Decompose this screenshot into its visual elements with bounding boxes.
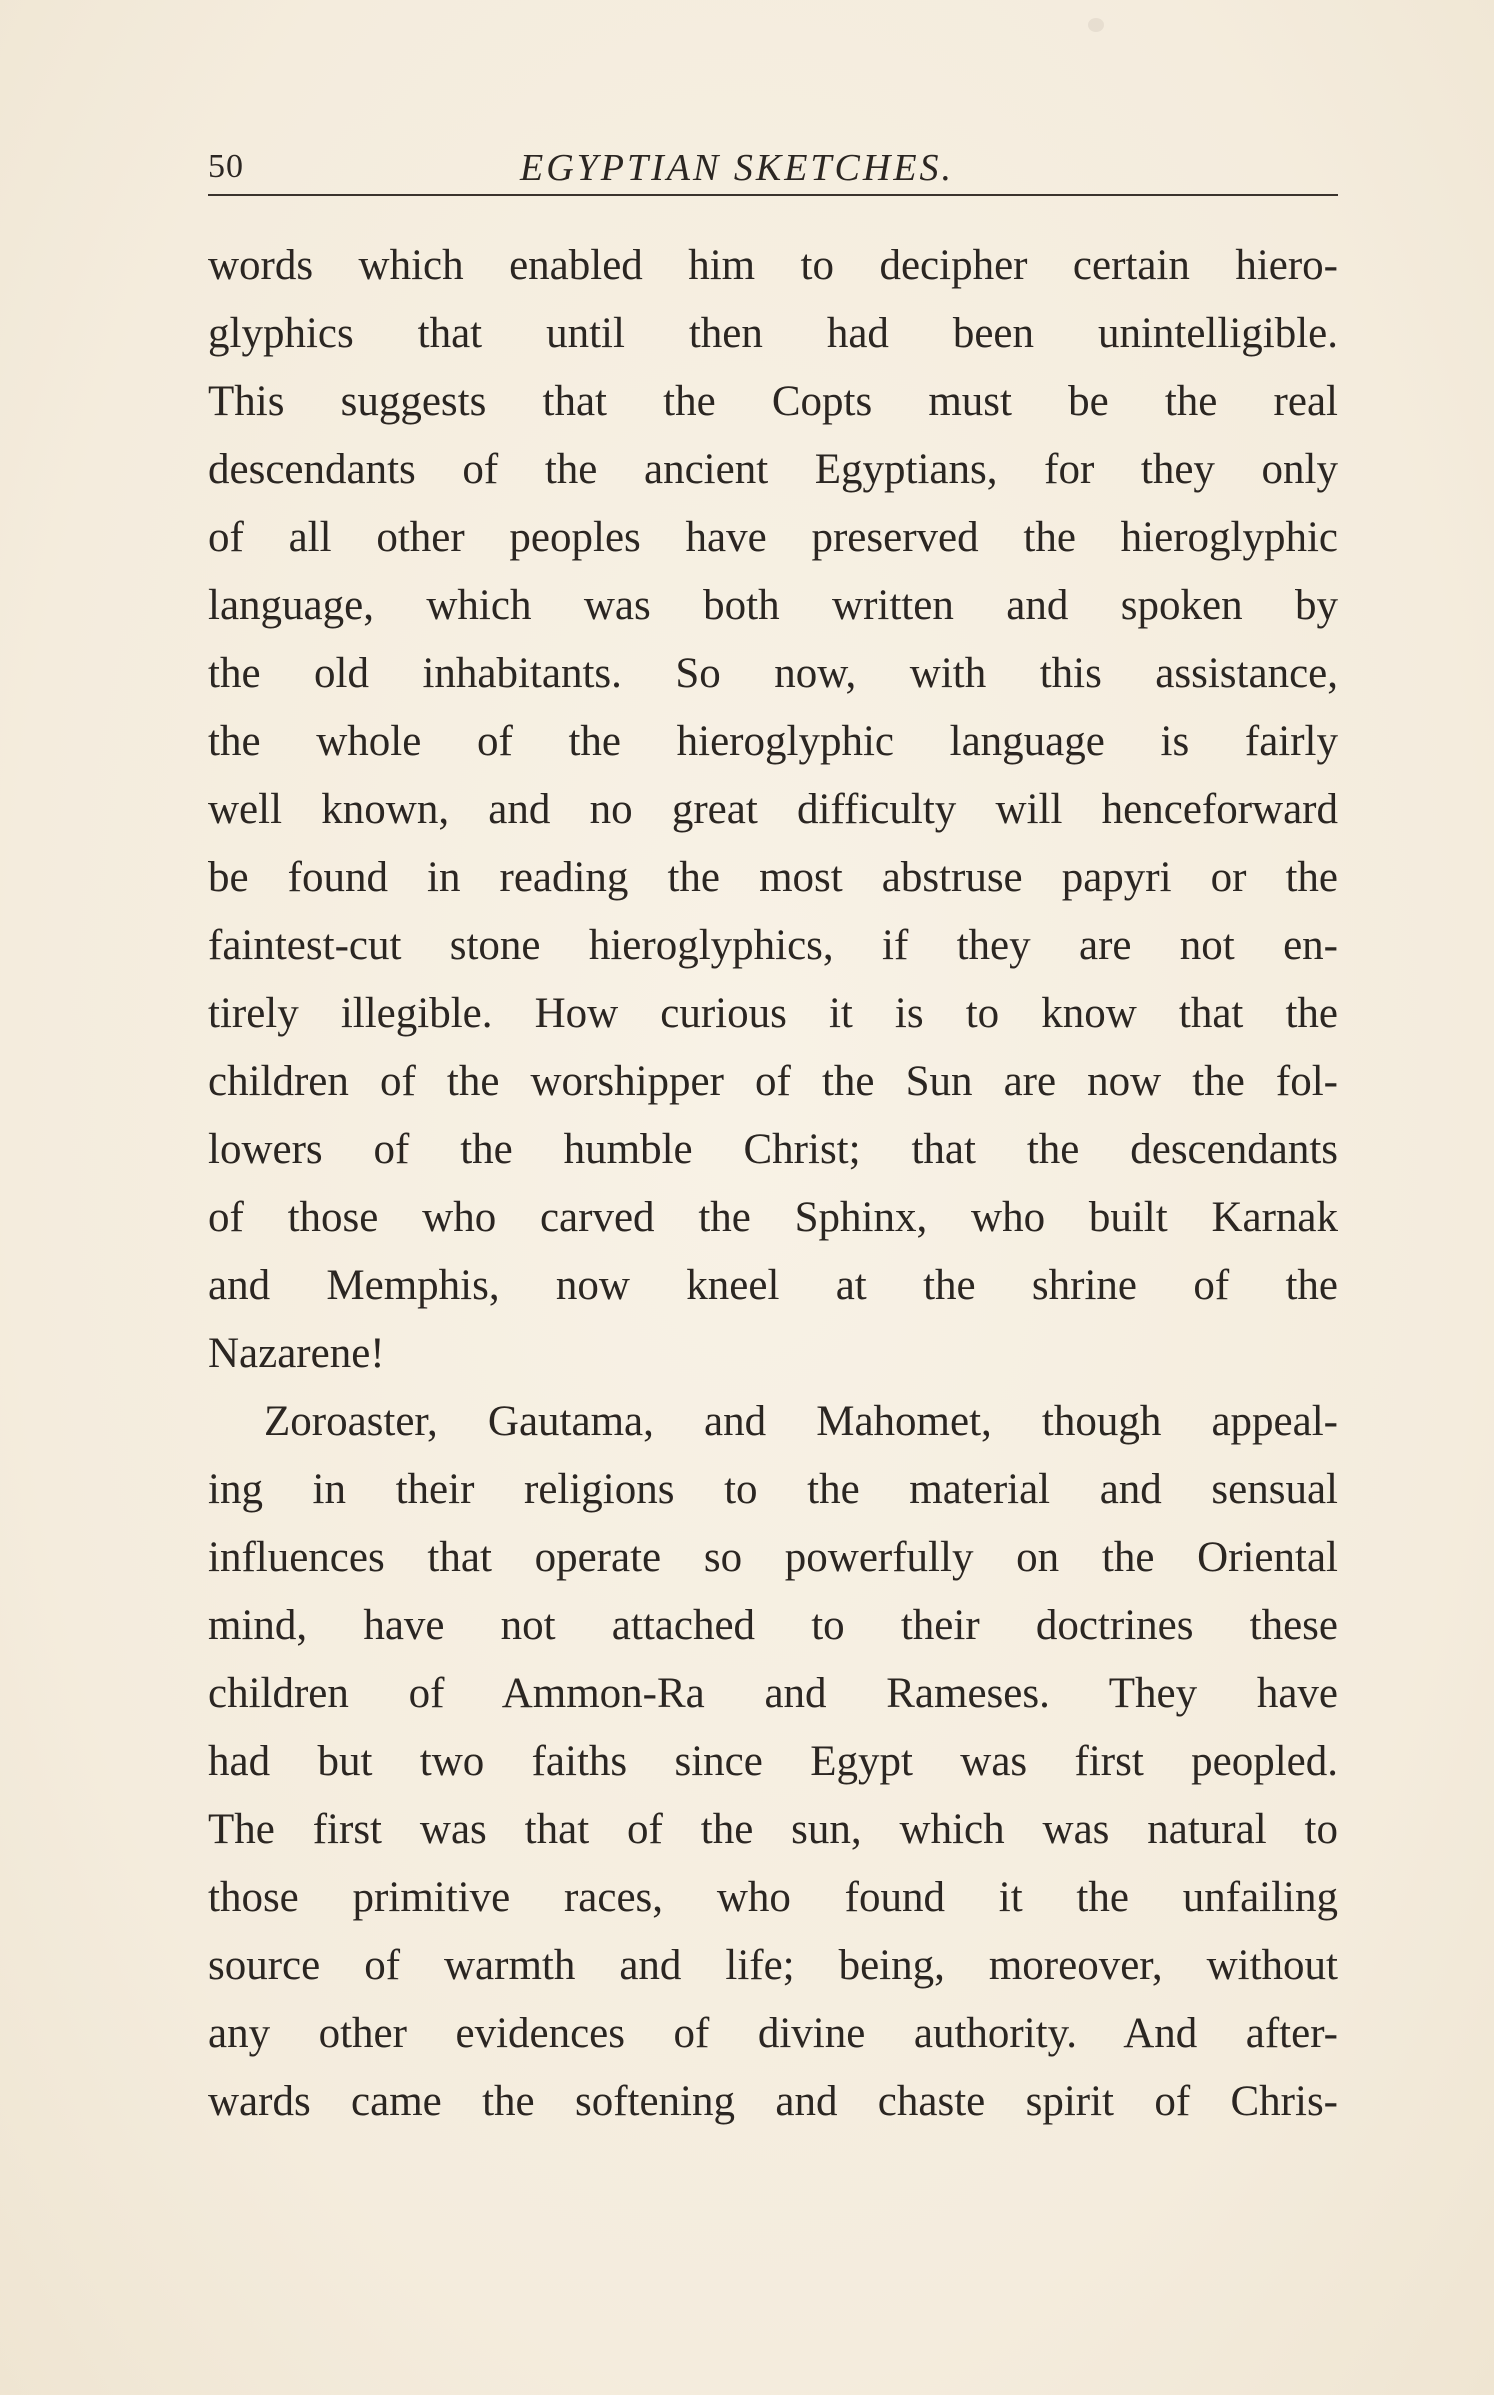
text-line: influences that operate so powerfully on the Oriental — [208, 1534, 1338, 1581]
text-line: Nazarene! — [208, 1330, 385, 1377]
text-line: had but two faiths since Egypt was first peopled. — [208, 1738, 1338, 1785]
body-text — [208, 232, 1338, 2136]
text-line: glyphics that until then had been unintelligible. — [208, 310, 1338, 357]
text-line: those primitive races, who found it the unfailing — [208, 1874, 1338, 1921]
text-line: the old inhabitants. So now, with this assistance, — [208, 650, 1338, 697]
page-header — [208, 140, 1338, 196]
text-line: faintest-cut stone hieroglyphics, if they are not en- — [208, 922, 1338, 969]
text-line: Zoroaster, Gautama, and Mahomet, though appeal- — [264, 1398, 1338, 1445]
text-line: descendants of the ancient Egyptians, for they only — [208, 446, 1338, 493]
text-line: ing in their religions to the material and sensual — [208, 1466, 1338, 1513]
header-rule — [208, 194, 1338, 196]
text-line: the whole of the hieroglyphic language is fairly — [208, 718, 1338, 765]
running-title: EGYPTIAN SKETCHES. — [520, 147, 955, 189]
text-line: The first was that of the sun, which was natural to — [208, 1806, 1338, 1853]
text-line: well known, and no great difficulty will henceforward — [208, 786, 1338, 833]
text-line: wards came the softening and chaste spirit of Chris- — [208, 2078, 1338, 2125]
text-line: be found in reading the most abstruse papyri or the — [208, 854, 1338, 901]
text-line: This suggests that the Copts must be the real — [208, 378, 1338, 425]
page-number: 50 — [208, 148, 244, 185]
text-line: children of the worshipper of the Sun are now the fol- — [208, 1058, 1338, 1105]
text-line: children of Ammon-Ra and Rameses. They have — [208, 1670, 1338, 1717]
text-line: words which enabled him to decipher certain hiero- — [208, 242, 1338, 289]
text-line: and Memphis, now kneel at the shrine of the — [208, 1262, 1338, 1309]
text-line: any other evidences of divine authority. And after- — [208, 2010, 1338, 2057]
paper-blemish — [1088, 18, 1104, 32]
text-line: of all other peoples have preserved the hieroglyphic — [208, 514, 1338, 561]
text-line: language, which was both written and spoken by — [208, 582, 1338, 629]
text-line: of those who carved the Sphinx, who built Karnak — [208, 1194, 1338, 1241]
text-line: source of warmth and life; being, moreover, without — [208, 1942, 1338, 1989]
text-line: mind, have not attached to their doctrines these — [208, 1602, 1338, 1649]
text-line: lowers of the humble Christ; that the descendants — [208, 1126, 1338, 1173]
text-line: tirely illegible. How curious it is to know that the — [208, 990, 1338, 1037]
